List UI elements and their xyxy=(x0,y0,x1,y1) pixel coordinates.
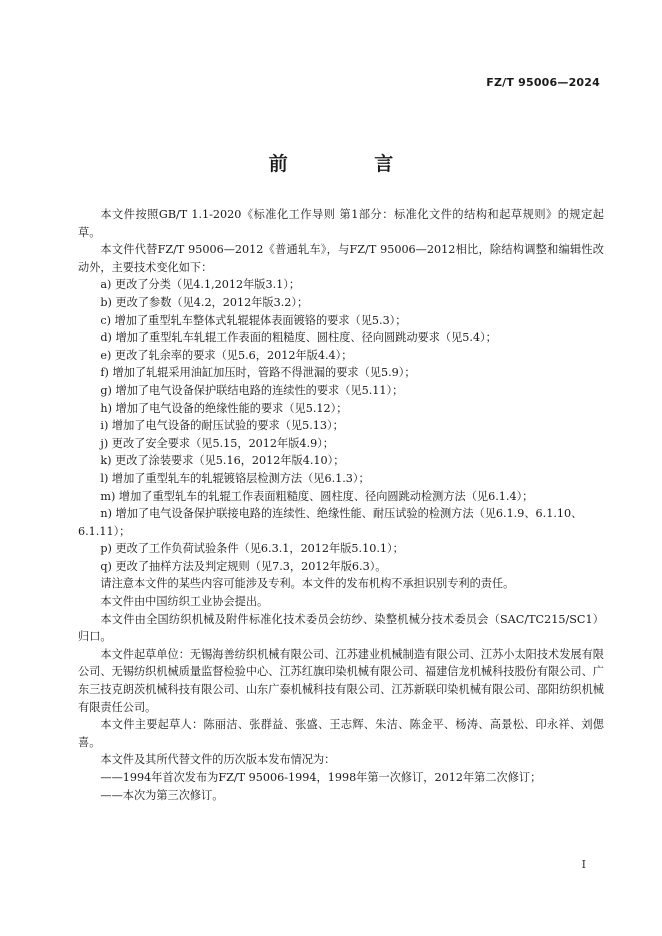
list-item: m) 增加了重型轧车的轧辊工作表面粗糙度、圆柱度、径向圆跳动检测方法（见6.1.4）； xyxy=(100,489,534,503)
list-item: k) 更改了涂装要求（见5.16，2012年版4.10）； xyxy=(100,454,345,468)
list-item: j) 更改了安全要求（见5.15，2012年版4.9）； xyxy=(100,436,334,450)
technical-changes-list xyxy=(78,276,604,575)
list-item: h) 增加了电气设备的绝缘性能的要求（见5.12）； xyxy=(100,401,348,415)
list-item: c) 增加了重型轧车整体式轧辊辊体表面镀铬的要求（见5.3）； xyxy=(100,313,407,327)
list-item: n) 增加了电气设备保护联接电路的连续性、绝缘性能、耐压试验的检测方法（见6.1.9、6.1.10、6.1.11）； xyxy=(78,507,583,538)
list-item: q) 更改了抽样方法及判定规则（见7.3，2012年版6.3）。 xyxy=(100,559,387,573)
paragraph-replacement: 本文件代替FZ/T 95006—2012《普通轧车》，与FZ/T 95006—2012相比，除结构调整和编辑性改动外，主要技术变化如下： xyxy=(78,243,604,274)
foreword-body xyxy=(78,206,604,804)
list-item: a) 更改了分类（见4.1,2012年版3.1）； xyxy=(100,278,301,292)
paragraph-version-history: 本文件及其所代替文件的历次版本发布情况为： xyxy=(100,753,336,767)
list-item: d) 增加了重型轧车轧辊工作表面的粗糙度、圆柱度、径向圆跳动要求（见5.4）； xyxy=(100,331,497,345)
paragraph-drafting-units: 本文件起草单位：无锡海善纺织机械有限公司、江苏建业机械制造有限公司、江苏小太阳技术发展有限公司、无锡纺织机械质量监督检验中心、江苏红旗印染机械有限公司、福建信龙机械科技股份有限公司、广东三技克朗茨机械科技有限公司、山东广泰机械科技有限公司、江苏新联印染机械有限公司、邵阳纺织机械有限责任公司。 xyxy=(78,647,604,714)
list-item: p) 更改了工作负荷试验条件（见6.3.1，2012年版5.10.1）； xyxy=(100,542,404,556)
paragraph-drafting-rule: 本文件按照GB/T 1.1-2020《标准化工作导则 第1部分：标准化文件的结构和起草规则》的规定起草。 xyxy=(78,208,604,239)
list-item: g) 增加了电气设备保护联结电路的连续性的要求（见5.11）； xyxy=(100,383,404,397)
paragraph-committee: 本文件由全国纺织机械及附件标准化技术委员会纺纱、染整机械分技术委员会（SAC/TC215/SC1）归口。 xyxy=(78,612,604,644)
list-item: l) 增加了重型轧车的轧辊镀铬层检测方法（见6.1.3）； xyxy=(100,471,370,485)
list-item: f) 增加了轧辊采用油缸加压时，管路不得泄漏的要求（见5.9）； xyxy=(100,366,416,380)
paragraph-patent-notice: 请注意本文件的某些内容可能涉及专利。本文件的发布机构不承担识别专利的责任。 xyxy=(100,577,515,591)
paragraph-proposer: 本文件由中国纺织工业协会提出。 xyxy=(100,595,269,609)
history-item: ——本次为第三次修订。 xyxy=(100,788,224,802)
list-item: i) 增加了电气设备的耐压试验的要求（见5.13）； xyxy=(100,419,344,433)
document-code: FZ/T 95006—2024 xyxy=(486,76,600,89)
page-title: 前 言 xyxy=(268,153,434,175)
paragraph-drafters: 本文件主要起草人：陈丽洁、张群益、张盛、王志辉、朱洁、陈金平、杨涛、高景松、印永祥、刘偲喜。 xyxy=(78,718,604,749)
page-number: I xyxy=(581,858,586,871)
list-item: b) 更改了参数（见4.2，2012年版3.2）； xyxy=(100,295,309,309)
history-item: ——1994年首次发布为FZ/T 95006-1994，1998年第一次修订，2012年第二次修订； xyxy=(100,771,542,784)
list-item: e) 更改了轧余率的要求（见5.6，2012年版4.4）； xyxy=(100,348,353,362)
